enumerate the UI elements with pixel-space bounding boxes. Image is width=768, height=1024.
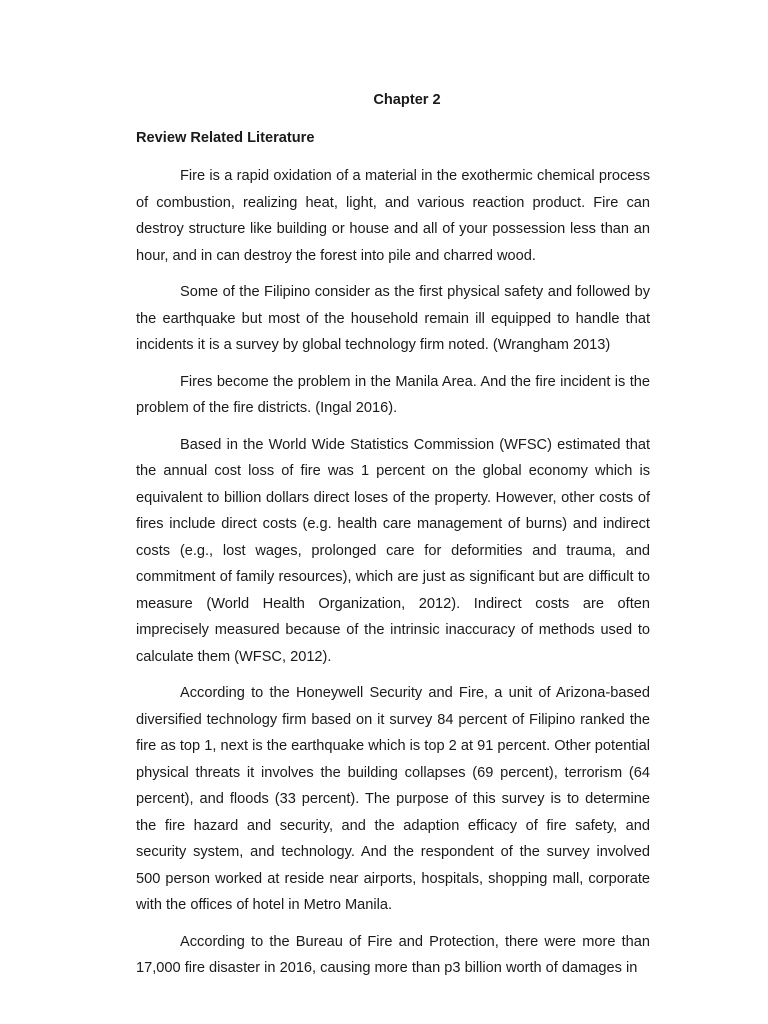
paragraph-wfsc-costs: Based in the World Wide Statistics Commission (WFSC) estimated that the annual cost loss of fire was 1 percent on the global economy which is equivalent to billion dollars direct loses of the property. However, other costs of fires include direct costs (e.g. health care management of burns) and indirect costs (e.g., lost wages, prolonged care for deformities and trauma, and commitment of family resources), which are just as significant but are difficult to measure (World Health Organization, 2012). Indirect costs are often imprecisely measured because of the intrinsic inaccuracy of methods used to calculate them (WFSC, 2012). <box>136 436 650 665</box>
paragraph-bfp-statistics: According to the Bureau of Fire and Protection, there were more than 17,000 fire disaster in 2016, causing more than p3 billion worth of damages in <box>136 933 650 976</box>
section-heading: Review Related Literature <box>136 130 315 146</box>
paragraph-filipino-safety: Some of the Filipino consider as the first physical safety and followed by the earthquake but most of the household remain ill equipped to handle that incidents it is a survey by global technology firm noted. (Wrangham 2013) <box>136 284 650 353</box>
paragraph-manila-fires: Fires become the problem in the Manila Area. And the fire incident is the problem of the fire districts. (Ingal 2016). <box>136 373 650 416</box>
body-text <box>136 163 650 992</box>
paragraph-fire-definition: Fire is a rapid oxidation of a material in the exothermic chemical process of combustion, realizing heat, light, and various reaction product. Fire can destroy structure like building or house and all of your possession less than an hour, and in can destroy the forest into pile and charred wood. <box>136 168 650 264</box>
paragraph-honeywell-survey: According to the Honeywell Security and Fire, a unit of Arizona-based diversified technology firm based on it survey 84 percent of Filipino ranked the fire as top 1, next is the earthquake which is top 2 at 91 percent. Other potential physical threats it involves the building collapses (69 percent), terrorism (64 percent), and floods (33 percent). The purpose of this survey is to determine the fire hazard and security, and the adaption efficacy of fire safety, and security system, and technology. And the respondent of the survey involved 500 person worked at reside near airports, hospitals, shopping mall, corporate with the offices of hotel in Metro Manila. <box>136 685 650 913</box>
chapter-title: Chapter 2 <box>373 92 441 108</box>
